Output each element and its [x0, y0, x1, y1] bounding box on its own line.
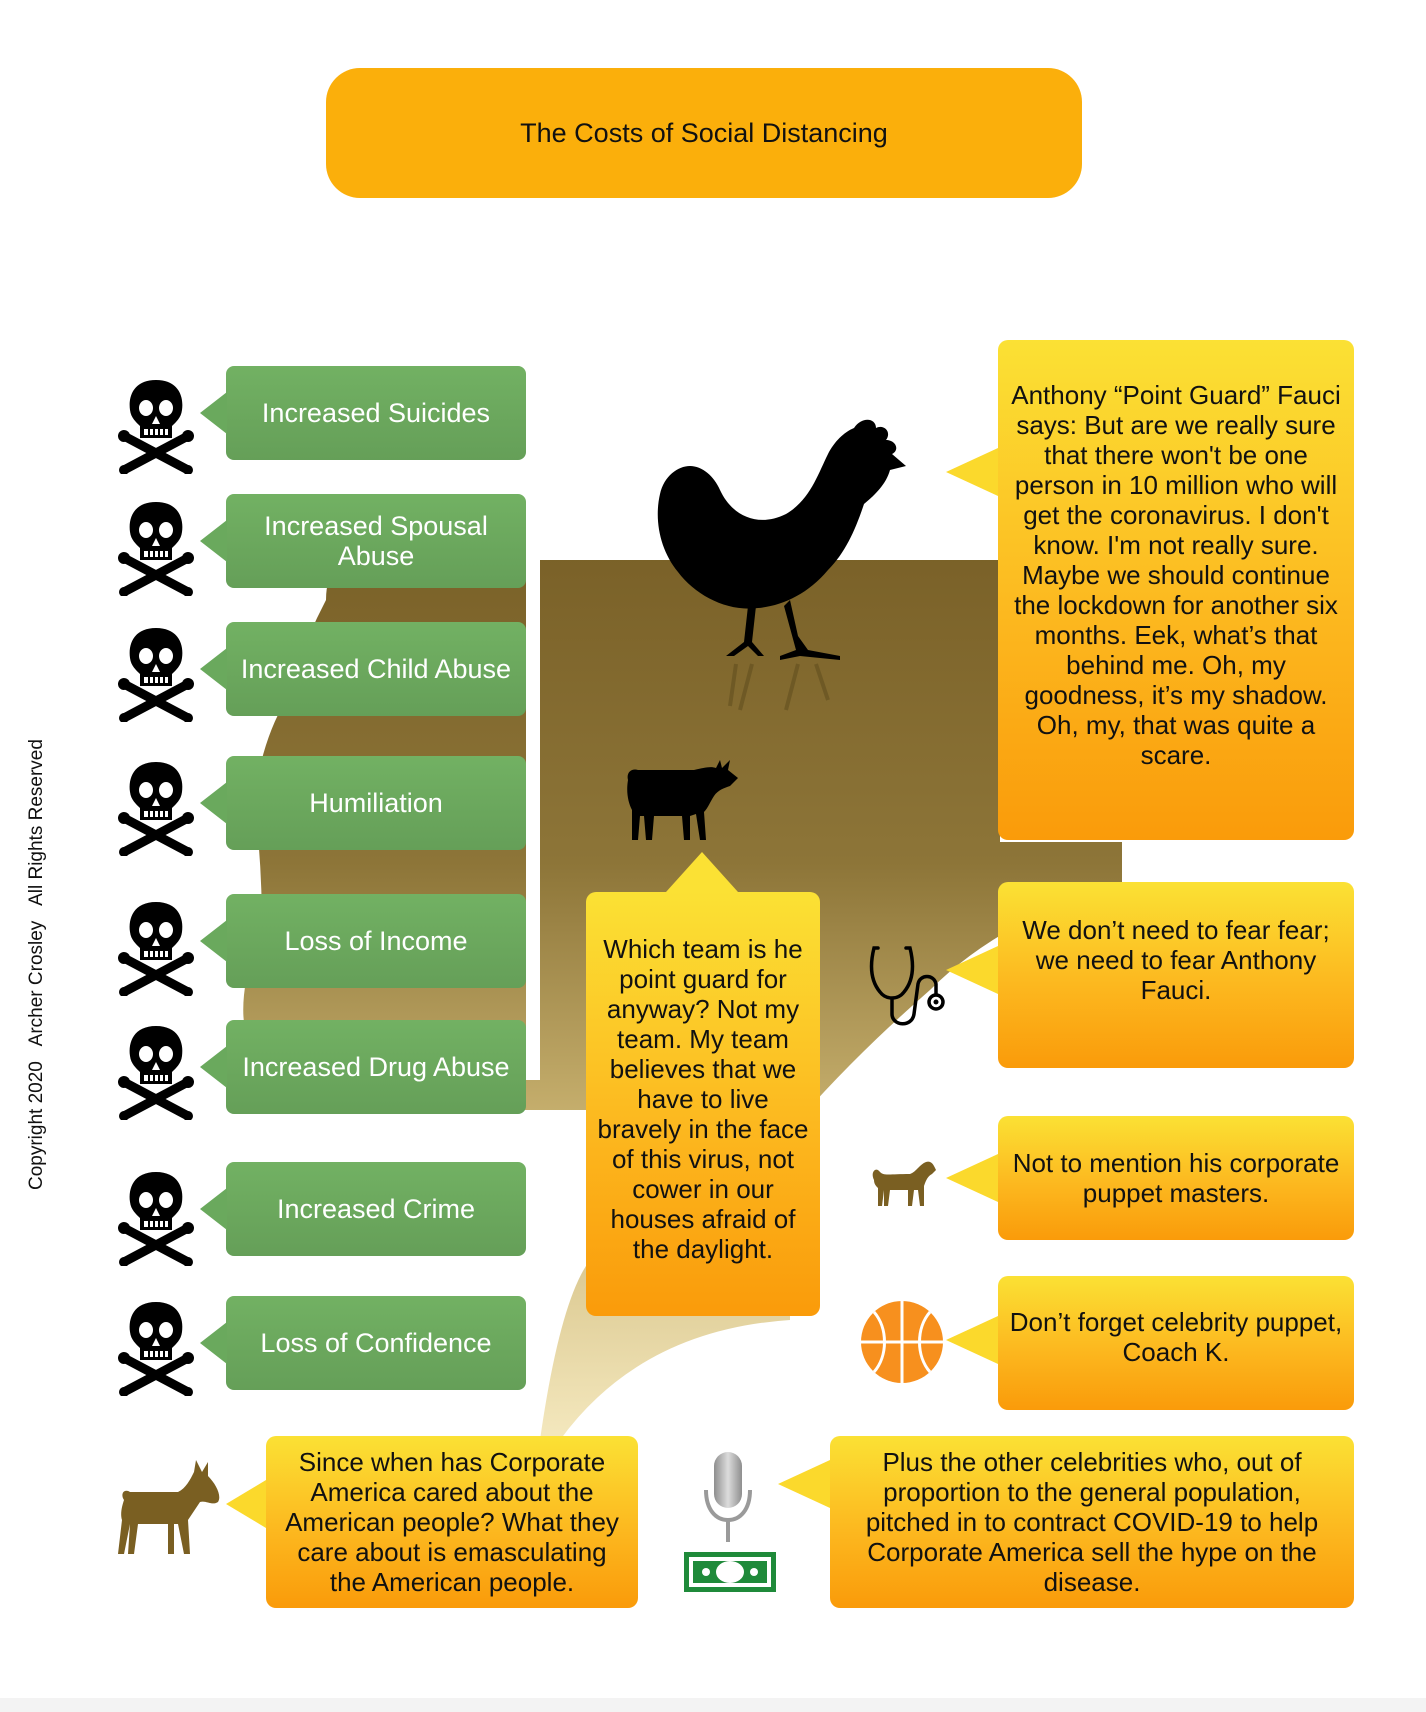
cost-item: [226, 366, 526, 460]
callout-celebrities-text: Plus the other celebrities who, out of proportion to the general population, pitched in to contract COVID-19 to help Corporate America sell the hype on the disease.: [865, 1447, 1319, 1597]
callout-pointer: [946, 1316, 998, 1364]
callout-celebrities: [830, 1436, 1354, 1608]
money-bill-icon: [684, 1552, 776, 1592]
skull-crossbones-icon: [118, 1024, 194, 1120]
dog-icon: [870, 1158, 938, 1208]
skull-crossbones-icon: [118, 500, 194, 596]
cost-label: Loss of Income: [284, 926, 468, 956]
cost-item: [226, 1162, 526, 1256]
cost-label: Increased Drug Abuse: [242, 1052, 510, 1082]
callout-fauci: [998, 340, 1354, 840]
callout-pointer: [946, 946, 998, 994]
cost-label: Increased Crime: [276, 1194, 476, 1224]
cost-item: [226, 1296, 526, 1390]
microphone-icon: [700, 1450, 756, 1550]
callout-fauci-text: Anthony “Point Guard” Fauci says: But are we really sure that there won't be one person in 10 million who will get the coronavirus. I don't know. I'm not really sure. Maybe we should continue the lockdown for another six months. Eek, what’s that behind me. Oh, my goodness, it’s my shadow. Oh, my, that was quite a scare.: [1011, 380, 1341, 770]
callout-team-text: Which team is he point guard for anyway? Not my team. My team believes that we have to live bravely in the face of this virus, not cower in our houses afraid of the daylight.: [597, 934, 809, 1264]
callout-pointer: [666, 852, 738, 892]
cost-item: [226, 756, 526, 850]
stethoscope-icon: [868, 944, 954, 1030]
bull-silhouette-icon: [624, 756, 740, 842]
page-title: The Costs of Social Distancing: [520, 117, 888, 148]
cost-label: Increased Child Abuse: [240, 654, 512, 684]
cost-label: Humiliation: [309, 788, 443, 818]
donkey-icon: [116, 1460, 222, 1556]
skull-crossbones-icon: [118, 378, 194, 474]
hen-silhouette-icon: [640, 410, 920, 740]
callout-pointer: [946, 448, 998, 496]
callout-team: [586, 892, 820, 1316]
basketball-icon: [860, 1300, 944, 1384]
callout-corporate-text: Since when has Corporate America cared about the American people? What they care about is emasculating the American people.: [285, 1447, 619, 1597]
skull-crossbones-icon: [118, 900, 194, 996]
callout-pointer: [226, 1480, 266, 1528]
callout-corporate: [266, 1436, 638, 1608]
cost-item: [226, 1020, 526, 1114]
skull-crossbones-icon: [118, 626, 194, 722]
callout-puppet-masters-text: Not to mention his corporate puppet masters.: [1012, 1148, 1340, 1208]
callout-puppet-masters: [998, 1116, 1354, 1240]
callout-pointer: [778, 1460, 830, 1508]
skull-crossbones-icon: [118, 1300, 194, 1396]
cost-label: Increased Spousal Abuse: [264, 511, 488, 571]
page-footer-strip: [0, 1698, 1426, 1712]
cost-label: Loss of Confidence: [260, 1328, 492, 1358]
cost-label: Increased Suicides: [261, 398, 491, 428]
cost-item: [226, 494, 526, 588]
callout-fear-text: We don’t need to fear fear; we need to fear Anthony Fauci.: [1022, 915, 1330, 1005]
cost-item: [226, 622, 526, 716]
cost-item: [226, 894, 526, 988]
copyright-notice: Copyright 2020 Archer Crosley All Rights Reserved: [26, 739, 47, 1190]
callout-fear: [998, 882, 1354, 1068]
skull-crossbones-icon: [118, 760, 194, 856]
title-box: [326, 68, 1082, 198]
skull-crossbones-icon: [118, 1170, 194, 1266]
callout-coach: [998, 1276, 1354, 1410]
callout-pointer: [946, 1154, 998, 1202]
callout-coach-text: Don’t forget celebrity puppet, Coach K.: [1009, 1307, 1343, 1367]
